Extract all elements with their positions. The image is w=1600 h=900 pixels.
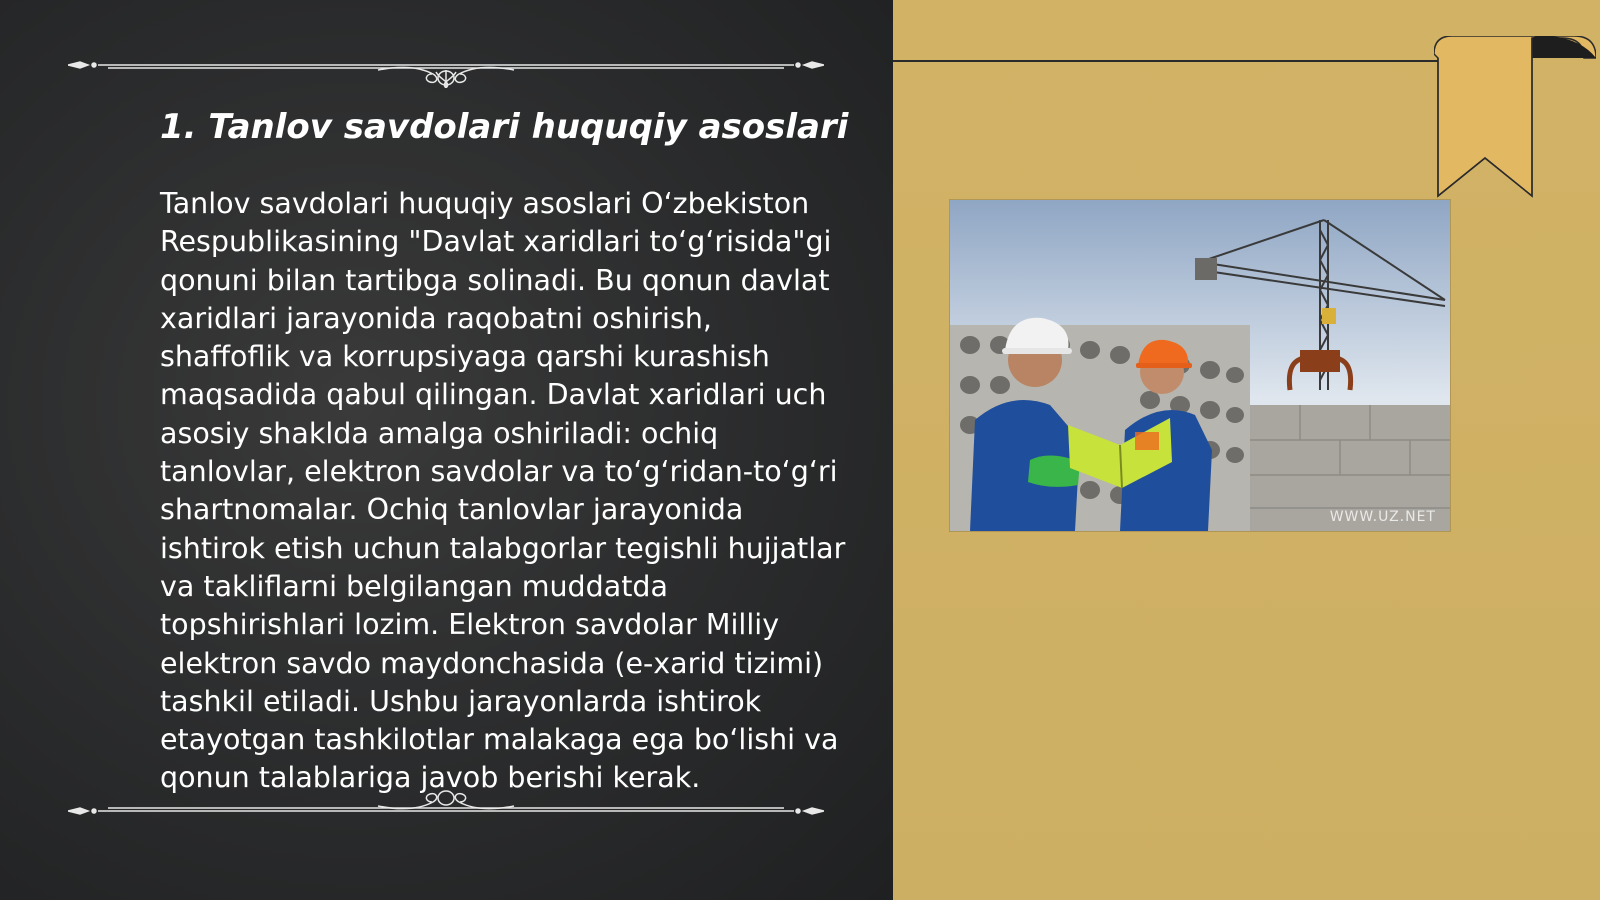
bookmark-ribbon-icon [1434, 36, 1596, 200]
scroll-ornament-icon [68, 48, 824, 88]
construction-workers-photo [950, 200, 1450, 531]
scroll-ornament-icon [68, 788, 824, 828]
slide-title: 1. Tanlov savdolari huquqiy asoslari [160, 107, 849, 147]
slide-body-text: Tanlov savdolari huquqiy asoslari O‘zbekiston Respublikasining "Davlat xaridlari to‘g‘risida"gi qonuni bilan tartibga solinadi. Bu qonun davlat xaridlari jarayonida raqobatni oshirish, shaffoflik va korrupsiyaga qarshi kurashish maqsadida qabul qilingan. Davlat xaridlari uch asosiy shaklda amalga oshiriladi: ochiq tanlovlar, elektron savdolar va to‘g‘ridan-to‘g‘ri shartnomalar. Ochiq tanlovlar jarayonida ishtirok etish uchun talabgorlar tegishli hujjatlar va takliflarni belgilangan muddatda topshirishlari lozim. Elektron savdolar Milliy elektron savdo maydonchasida (e-xarid tizimi) tashkil etiladi. Ushbu jarayonlarda ishtirok etayotgan tashkilotlar malakaga ega bo‘lishi va qonun talablariga javob berishi kerak. [160, 187, 846, 795]
photo-watermark: WWW.UZ.NET [1329, 509, 1436, 525]
header-rule [893, 60, 1439, 62]
